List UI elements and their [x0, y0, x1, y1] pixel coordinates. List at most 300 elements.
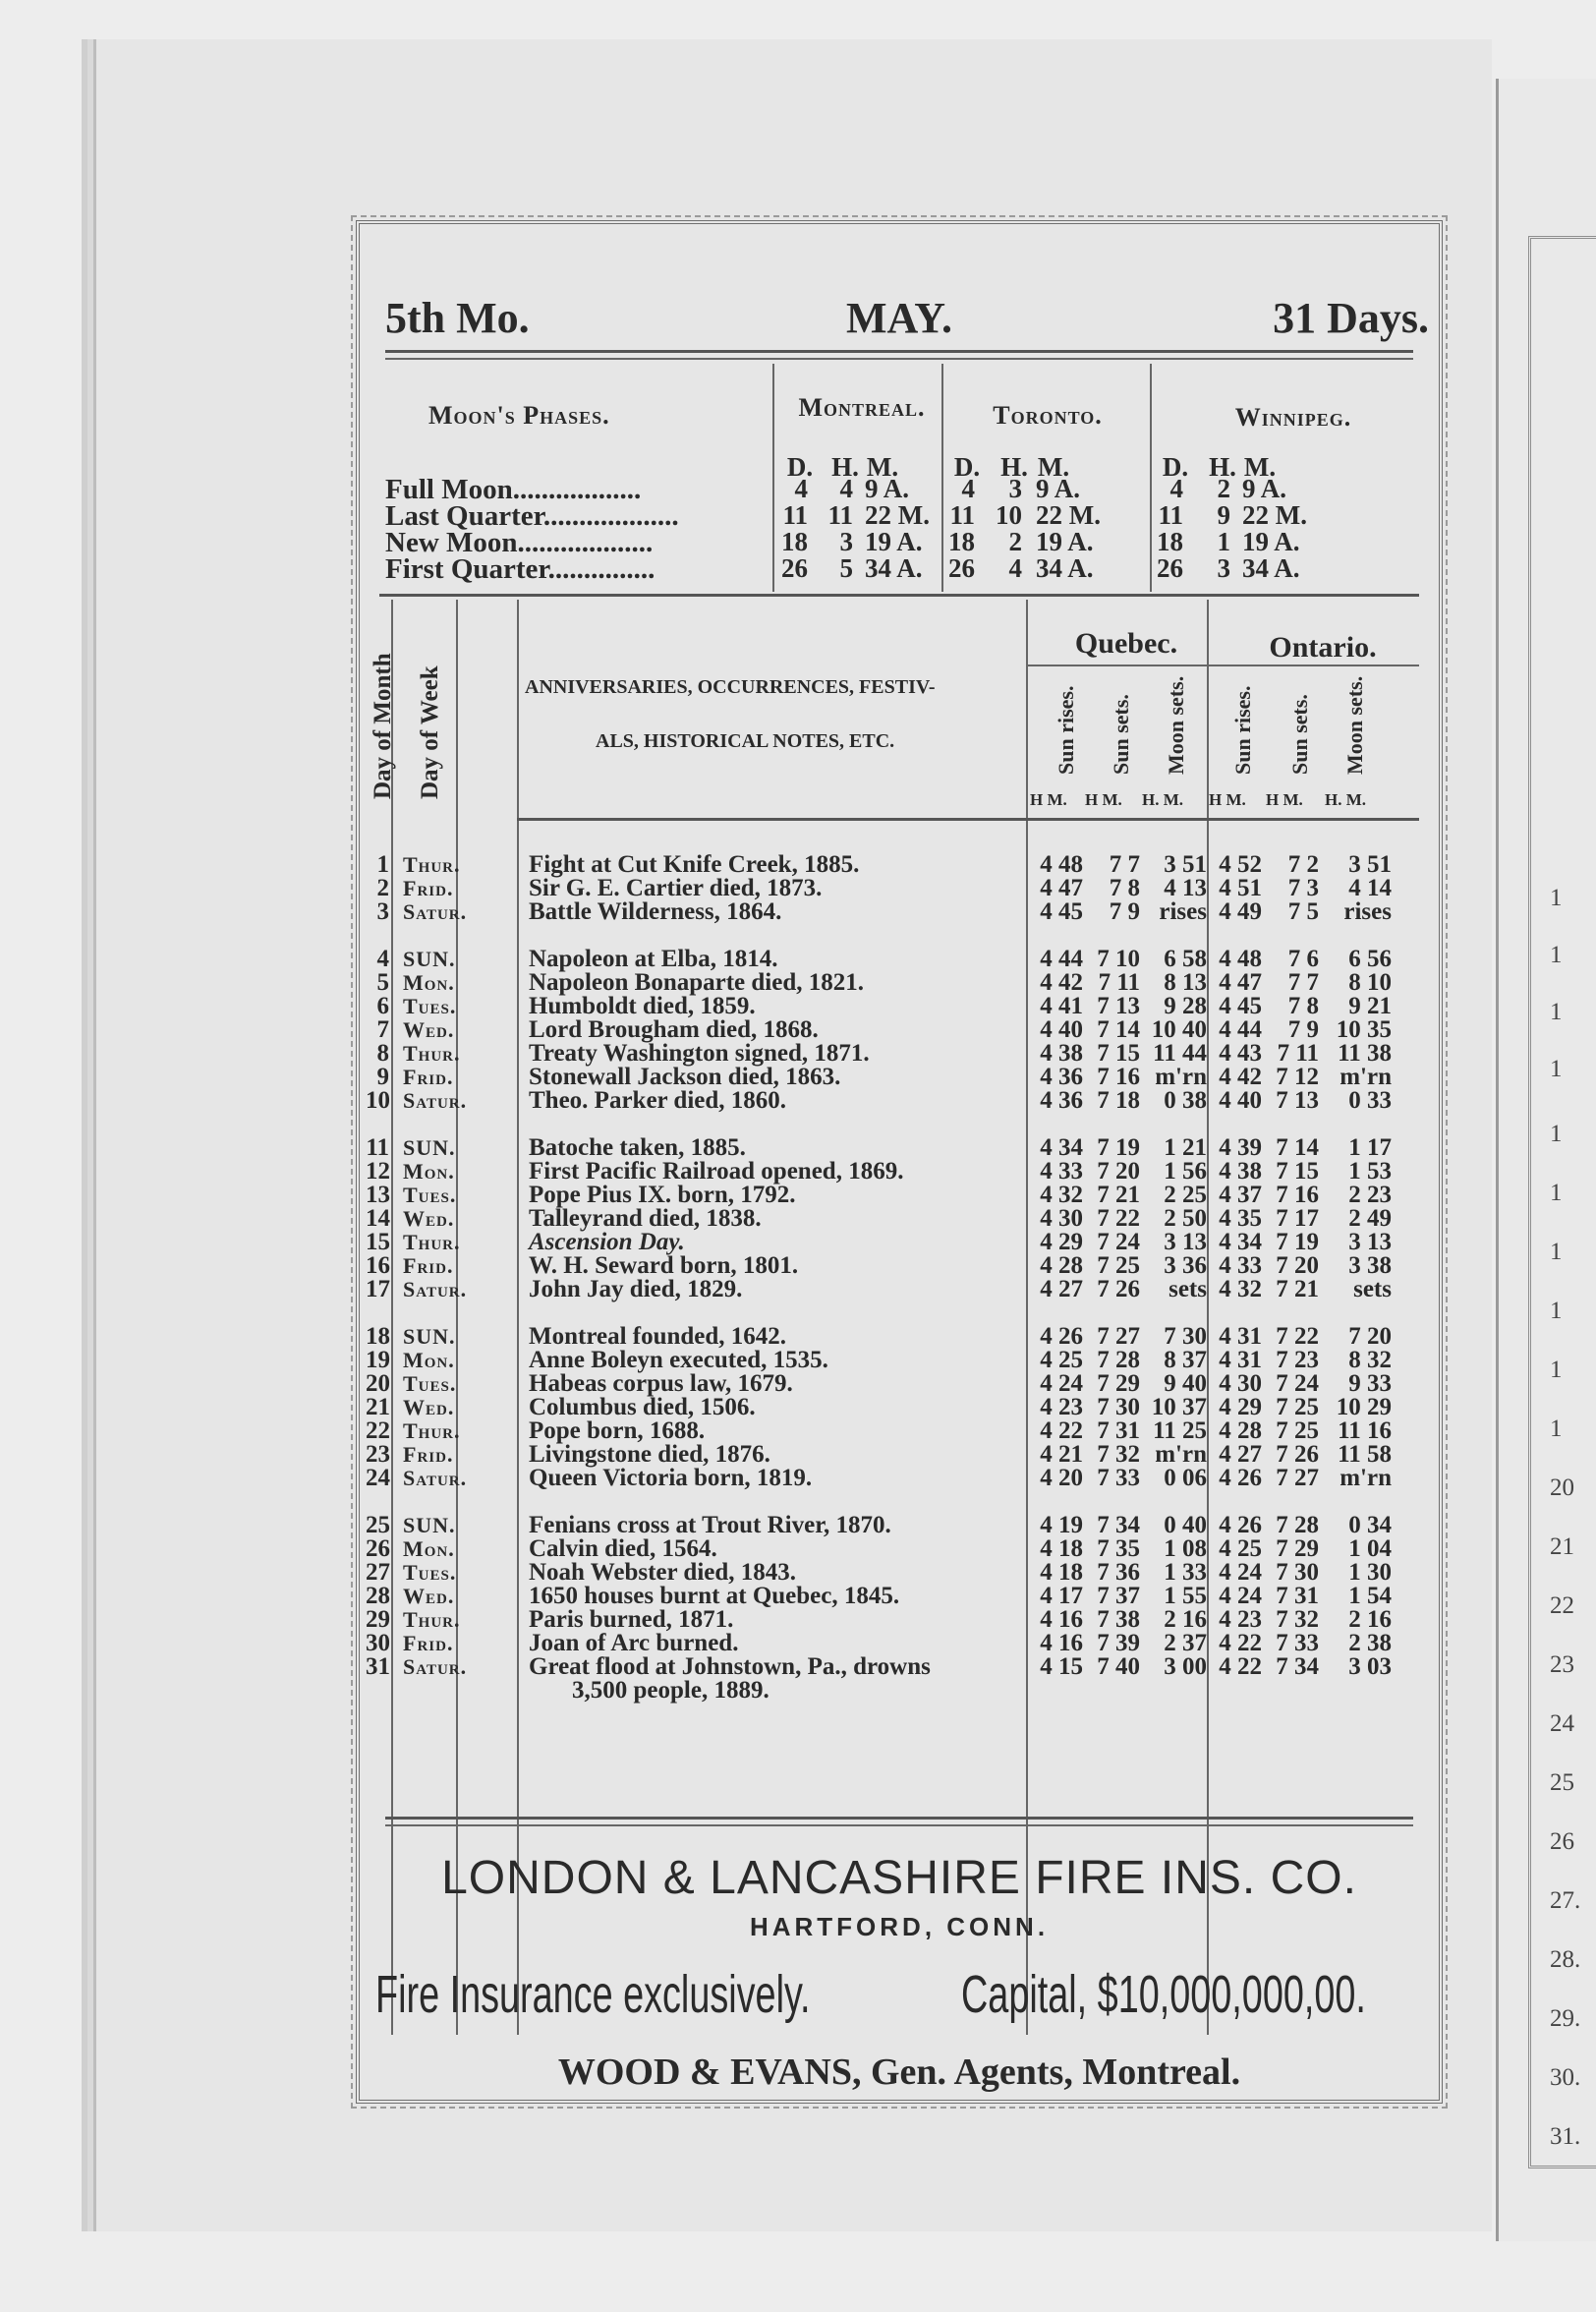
ontario-moon-sets: 3 38 [1348, 1252, 1392, 1279]
quebec-moon-sets: 10 40 [1151, 1016, 1207, 1043]
ontario-sun-rises: 4 44 [1219, 1016, 1262, 1043]
day-of-week: SUN. [403, 1513, 456, 1537]
rule [379, 594, 1419, 597]
table-row [360, 1136, 1439, 1160]
day-of-week: Wed. [403, 1584, 455, 1608]
day-of-week: Wed. [403, 1395, 455, 1419]
ontario-sun-rises: 4 25 [1219, 1535, 1262, 1562]
day-of-month: 5 [376, 969, 389, 996]
ontario-moon-sets: 11 58 [1338, 1441, 1392, 1468]
quebec-moon-sets: 4 13 [1164, 875, 1207, 901]
day-of-week: Satur. [403, 899, 468, 924]
event-text: Theo. Parker died, 1860. [529, 1087, 787, 1114]
adjacent-page-number: 1 [1550, 1180, 1563, 1206]
ontario-sun-rises: 4 22 [1219, 1653, 1262, 1680]
quebec-sun-sets: 7 22 [1097, 1205, 1140, 1232]
ad-agents: WOOD & EVANS, Gen. Agents, Montreal. [557, 2052, 1241, 2093]
day-of-month: 27 [366, 1559, 390, 1586]
day-of-month: 7 [376, 1016, 389, 1043]
quebec-sun-sets: 7 35 [1097, 1535, 1140, 1562]
day-of-week: Satur. [403, 1088, 468, 1113]
adjacent-page-number: 27. [1550, 1887, 1581, 1914]
ontario-moon-sets: m'rn [1340, 1465, 1392, 1491]
phase-value-montreal: 19 A. [865, 527, 923, 556]
day-of-month: 14 [366, 1205, 390, 1232]
quebec-moon-sets: 1 56 [1164, 1158, 1207, 1185]
day-of-week: Thur. [403, 1418, 461, 1443]
event-text: Fight at Cut Knife Creek, 1885. [529, 851, 860, 878]
day-of-month: 17 [366, 1276, 390, 1302]
day-of-month: 9 [376, 1064, 389, 1090]
quebec-moon-sets: 2 16 [1164, 1606, 1207, 1633]
day-of-month: 15 [366, 1229, 390, 1255]
phase-value-montreal: 34 A. [865, 553, 923, 583]
ontario-sun-sets: 7 34 [1276, 1653, 1319, 1680]
quebec-sun-sets: 7 25 [1097, 1252, 1140, 1279]
table-row [360, 1537, 1439, 1561]
adjacent-page [1496, 79, 1596, 2241]
ontario-sun-sets: 7 8 [1287, 993, 1319, 1019]
phase-value-winnipeg: 9 [1217, 500, 1230, 530]
quebec-moon-sets: 7 30 [1164, 1323, 1207, 1350]
quebec-moon-sets: 2 37 [1164, 1630, 1207, 1656]
quebec-sun-rises: 4 20 [1040, 1465, 1083, 1491]
phase-unit-label: M. [866, 452, 899, 482]
quebec-sun-rises: 4 15 [1040, 1653, 1083, 1680]
phase-value-toronto: 3 [1008, 474, 1022, 503]
ontario-moon-sets: 2 16 [1348, 1606, 1392, 1633]
quebec-sun-rises: 4 18 [1040, 1535, 1083, 1562]
event-text: Great flood at Johnstown, Pa., drowns [529, 1653, 931, 1680]
ontario-sun-rises: 4 48 [1219, 946, 1262, 972]
day-of-week: Satur. [403, 1466, 468, 1490]
quebec-moon-sets: 1 55 [1164, 1583, 1207, 1609]
table-row [360, 1467, 1439, 1490]
ontario-moon-sets: 10 35 [1336, 1016, 1392, 1043]
ontario-sun-sets: 7 33 [1276, 1630, 1319, 1656]
phase-value-montreal: 9 A. [865, 474, 910, 503]
phase-name: First Quarter............... [385, 553, 656, 585]
phase-value-winnipeg: 9 A. [1242, 474, 1287, 503]
ontario-sun-rises: 4 31 [1219, 1323, 1262, 1350]
ontario-sun-rises: 4 26 [1219, 1512, 1262, 1538]
ontario-sun-sets: 7 15 [1276, 1158, 1319, 1185]
quebec-sun-rises: 4 27 [1040, 1276, 1083, 1302]
ontario-moon-sets: 1 53 [1348, 1158, 1392, 1185]
table-row [360, 1653, 1439, 1704]
quebec-sun-rises: 4 16 [1040, 1630, 1083, 1656]
ontario-sun-sets: 7 20 [1276, 1252, 1319, 1279]
ontario-sun-sets: 7 19 [1276, 1229, 1319, 1255]
quebec-moon-sets: 11 25 [1153, 1417, 1207, 1444]
quebec-sun-sets: 7 31 [1097, 1417, 1140, 1444]
event-text: Paris burned, 1871. [529, 1606, 734, 1633]
city-montreal: Montreal. [798, 393, 926, 422]
ontario-sun-sets: 7 30 [1276, 1559, 1319, 1586]
table-row [360, 900, 1439, 924]
event-text: Sir G. E. Cartier died, 1873. [529, 875, 823, 901]
phase-value-montreal: 3 [839, 527, 853, 556]
quebec-sun-rises: 4 28 [1040, 1252, 1083, 1279]
ontario-sun-sets: 7 28 [1276, 1512, 1319, 1538]
table-row [360, 1089, 1439, 1113]
event-text: Pope born, 1688. [529, 1417, 706, 1444]
quebec-moon-sets: 3 36 [1164, 1252, 1207, 1279]
quebec-sun-rises: 4 23 [1040, 1394, 1083, 1420]
quebec-sun-rises: 4 16 [1040, 1606, 1083, 1633]
ontario-moon-sets: 4 14 [1348, 875, 1392, 901]
almanac-frame [356, 220, 1443, 2104]
phase-value-montreal: 4 [839, 474, 853, 503]
table-row [360, 1066, 1439, 1089]
quebec-sun-rises: 4 33 [1040, 1158, 1083, 1185]
ontario-sun-rises: 4 51 [1219, 875, 1262, 901]
quebec-sun-sets: 7 24 [1097, 1229, 1140, 1255]
ontario-sun-sets: 7 27 [1276, 1465, 1319, 1491]
quebec-sun-sets: 7 34 [1097, 1512, 1140, 1538]
day-of-month: 6 [376, 993, 389, 1019]
ontario-moon-sets: 8 10 [1348, 969, 1392, 996]
ontario-moon-sets: 8 32 [1348, 1347, 1392, 1373]
quebec-moon-sets: 6 58 [1164, 946, 1207, 972]
day-of-week: Mon. [403, 970, 455, 995]
ontario-sun-sets: 7 25 [1276, 1394, 1319, 1420]
ontario-sun-sets: 7 2 [1287, 851, 1319, 878]
event-text: John Jay died, 1829. [529, 1276, 743, 1302]
subheader-sun-sets: Sun sets. [1287, 694, 1312, 775]
quebec-sun-sets: 7 39 [1097, 1630, 1140, 1656]
quebec-sun-sets: 7 16 [1097, 1064, 1140, 1090]
day-of-week: Tues. [403, 994, 457, 1018]
quebec-moon-sets: 1 08 [1164, 1535, 1207, 1562]
phase-value-winnipeg: 11 [1158, 500, 1183, 530]
phase-unit-label: D. [1162, 452, 1189, 482]
city-toronto: Toronto. [993, 401, 1103, 430]
table-row [360, 1372, 1439, 1396]
header-events-line2: ALS, HISTORICAL NOTES, ETC. [596, 730, 895, 752]
day-of-month: 23 [366, 1441, 390, 1468]
quebec-sun-rises: 4 17 [1040, 1583, 1083, 1609]
phase-value-winnipeg: 3 [1217, 553, 1230, 583]
ontario-sun-rises: 4 32 [1219, 1276, 1262, 1302]
day-of-week: Mon. [403, 1159, 455, 1184]
phase-value-toronto: 19 A. [1036, 527, 1094, 556]
quebec-moon-sets: 3 13 [1164, 1229, 1207, 1255]
ontario-sun-sets: 7 24 [1276, 1370, 1319, 1397]
quebec-sun-rises: 4 24 [1040, 1370, 1083, 1397]
phase-value-toronto: 9 A. [1036, 474, 1081, 503]
month-number: 5th Mo. [385, 294, 530, 342]
phase-value-toronto: 34 A. [1036, 553, 1094, 583]
subheader-sun-sets: Sun sets. [1109, 694, 1133, 775]
ontario-moon-sets: 3 03 [1348, 1653, 1392, 1680]
quebec-sun-rises: 4 41 [1040, 993, 1083, 1019]
day-of-week: Thur. [403, 852, 461, 877]
table-row [360, 1608, 1439, 1632]
ontario-sun-sets: 7 5 [1287, 898, 1319, 925]
quebec-moon-sets: sets [1168, 1276, 1207, 1302]
day-of-month: 18 [366, 1323, 390, 1350]
ontario-sun-rises: 4 42 [1219, 1064, 1262, 1090]
subheader-hm: H M. [1209, 790, 1246, 809]
ontario-sun-sets: 7 9 [1287, 1016, 1319, 1043]
event-text: Napoleon Bonaparte died, 1821. [529, 969, 865, 996]
ontario-moon-sets: 3 51 [1348, 851, 1392, 878]
event-text: Humboldt died, 1859. [529, 993, 756, 1019]
phase-value-montreal: 26 [781, 553, 808, 583]
quebec-sun-rises: 4 40 [1040, 1016, 1083, 1043]
table-row [360, 1632, 1439, 1655]
rule [385, 1817, 1413, 1820]
quebec-sun-rises: 4 22 [1040, 1417, 1083, 1444]
ontario-sun-sets: 7 6 [1287, 946, 1319, 972]
phase-value-toronto: 18 [948, 527, 975, 556]
quebec-sun-sets: 7 28 [1097, 1347, 1140, 1373]
ad-location: HARTFORD, CONN. [749, 1912, 1050, 1941]
phase-value-toronto: 4 [961, 474, 975, 503]
event-text: Columbus died, 1506. [529, 1394, 756, 1420]
ontario-sun-sets: 7 17 [1276, 1205, 1319, 1232]
day-of-week: Thur. [403, 1041, 461, 1066]
quebec-moon-sets: 8 13 [1164, 969, 1207, 996]
table-row [360, 1207, 1439, 1231]
ontario-sun-rises: 4 28 [1219, 1417, 1262, 1444]
phase-value-montreal: 5 [839, 553, 853, 583]
day-of-month: 31 [366, 1653, 390, 1680]
day-of-week: Frid. [403, 876, 454, 900]
adjacent-page-number: 22 [1550, 1592, 1574, 1619]
day-of-month: 8 [376, 1040, 389, 1067]
phase-name: New Moon................... [385, 527, 654, 558]
subheader-hm: H M. [1085, 790, 1122, 809]
table-row [360, 995, 1439, 1018]
day-of-week: SUN. [403, 947, 456, 971]
ad-slogan: Fire Insurance exclusively. [375, 1965, 811, 2024]
day-of-week: SUN. [403, 1324, 456, 1349]
table-row [360, 1254, 1439, 1278]
day-of-week: Wed. [403, 1017, 455, 1042]
phase-value-toronto: 2 [1008, 527, 1022, 556]
ontario-sun-rises: 4 33 [1219, 1252, 1262, 1279]
table-row [360, 1514, 1439, 1537]
adjacent-page-number: 1 [1550, 999, 1563, 1025]
subheader-hm: H. M. [1142, 790, 1184, 809]
day-of-month: 16 [366, 1252, 390, 1279]
phase-unit-label: D. [953, 452, 981, 482]
table-row [360, 853, 1439, 877]
day-of-week: Tues. [403, 1371, 457, 1396]
ontario-sun-sets: 7 11 [1277, 1040, 1319, 1067]
ontario-sun-rises: 4 39 [1219, 1134, 1262, 1161]
day-of-week: Mon. [403, 1348, 455, 1372]
event-text: Batoche taken, 1885. [529, 1134, 746, 1161]
ontario-sun-sets: 7 26 [1276, 1441, 1319, 1468]
quebec-sun-sets: 7 19 [1097, 1134, 1140, 1161]
day-of-week: Frid. [403, 1065, 454, 1089]
quebec-sun-rises: 4 32 [1040, 1182, 1083, 1208]
phase-value-winnipeg: 19 A. [1242, 527, 1300, 556]
event-text: Habeas corpus law, 1679. [529, 1370, 793, 1397]
event-text: Stonewall Jackson died, 1863. [529, 1064, 841, 1090]
ontario-sun-rises: 4 26 [1219, 1465, 1262, 1491]
table-row [360, 1443, 1439, 1467]
quebec-sun-rises: 4 38 [1040, 1040, 1083, 1067]
ontario-sun-sets: 7 31 [1276, 1583, 1319, 1609]
subheader-hm: H M. [1030, 790, 1067, 809]
subheader-moon-sets: Moon sets. [1164, 675, 1188, 775]
phase-value-toronto: 10 [996, 500, 1022, 530]
event-text: Lord Brougham died, 1868. [529, 1016, 819, 1043]
table-row [360, 1585, 1439, 1608]
table-row [360, 1278, 1439, 1301]
quebec-sun-sets: 7 7 [1109, 851, 1140, 878]
quebec-sun-rises: 4 19 [1040, 1512, 1083, 1538]
quebec-sun-sets: 7 33 [1097, 1465, 1140, 1491]
quebec-moon-sets: 9 40 [1164, 1370, 1207, 1397]
quebec-sun-sets: 7 20 [1097, 1158, 1140, 1185]
day-of-week: Tues. [403, 1560, 457, 1585]
quebec-sun-rises: 4 47 [1040, 875, 1083, 901]
day-of-month: 10 [366, 1087, 390, 1114]
ontario-sun-sets: 7 21 [1276, 1276, 1319, 1302]
ontario-sun-rises: 4 31 [1219, 1347, 1262, 1373]
adjacent-page-number: 1 [1550, 1239, 1563, 1265]
ontario-moon-sets: 2 49 [1348, 1205, 1392, 1232]
quebec-sun-rises: 4 48 [1040, 851, 1083, 878]
quebec-sun-rises: 4 36 [1040, 1087, 1083, 1114]
day-of-week: Satur. [403, 1654, 468, 1679]
table-row [360, 877, 1439, 900]
quebec-sun-sets: 7 10 [1097, 946, 1140, 972]
adjacent-page-number: 30. [1550, 2064, 1581, 2091]
quebec-sun-sets: 7 40 [1097, 1653, 1140, 1680]
quebec-sun-sets: 7 32 [1097, 1441, 1140, 1468]
divider [1026, 600, 1028, 2035]
event-text: Calvin died, 1564. [529, 1535, 717, 1562]
adjacent-page-frame [1528, 236, 1596, 2168]
phase-value-winnipeg: 4 [1169, 474, 1183, 503]
day-of-month: 24 [366, 1465, 390, 1491]
quebec-sun-sets: 7 21 [1097, 1182, 1140, 1208]
event-text: W. H. Seward born, 1801. [529, 1252, 799, 1279]
adjacent-page-number: 1 [1550, 1298, 1563, 1324]
day-of-month: 12 [366, 1158, 390, 1185]
phase-value-montreal: 11 [827, 500, 853, 530]
quebec-sun-sets: 7 9 [1109, 898, 1140, 925]
phase-value-toronto: 22 M. [1036, 500, 1101, 530]
ontario-moon-sets: sets [1353, 1276, 1392, 1302]
phase-value-montreal: 11 [782, 500, 808, 530]
ontario-sun-rises: 4 23 [1219, 1606, 1262, 1633]
city-winnipeg: Winnipeg. [1234, 403, 1352, 432]
event-text: Ascension Day. [529, 1229, 685, 1255]
ontario-sun-sets: 7 25 [1276, 1417, 1319, 1444]
phase-value-winnipeg: 2 [1217, 474, 1230, 503]
day-of-month: 3 [376, 898, 389, 925]
ontario-sun-sets: 7 12 [1276, 1064, 1319, 1090]
ontario-sun-sets: 7 22 [1276, 1323, 1319, 1350]
day-of-month: 21 [366, 1394, 390, 1420]
phase-unit-label: H. [1000, 452, 1028, 482]
subheader-hm: H M. [1266, 790, 1303, 809]
quebec-sun-sets: 7 13 [1097, 993, 1140, 1019]
table-row [360, 1419, 1439, 1443]
divider [391, 600, 393, 2035]
ontario-sun-rises: 4 29 [1219, 1394, 1262, 1420]
ontario-moon-sets: 0 33 [1348, 1087, 1392, 1114]
ontario-moon-sets: 11 16 [1338, 1417, 1392, 1444]
subheader-hm: H. M. [1325, 790, 1367, 809]
quebec-sun-rises: 4 30 [1040, 1205, 1083, 1232]
adjacent-page-number: 21 [1550, 1533, 1574, 1560]
event-text: Queen Victoria born, 1819. [529, 1465, 813, 1491]
ontario-sun-sets: 7 3 [1287, 875, 1319, 901]
day-of-week: Thur. [403, 1607, 461, 1632]
phase-unit-label: D. [786, 452, 814, 482]
ontario-moon-sets: 9 21 [1348, 993, 1392, 1019]
rule [517, 818, 1419, 821]
day-of-week: Frid. [403, 1253, 454, 1278]
subheader-sun-rises: Sun rises. [1054, 685, 1078, 775]
quebec-moon-sets: 11 44 [1153, 1040, 1207, 1067]
phase-value-montreal: 4 [794, 474, 808, 503]
subheader-sun-rises: Sun rises. [1230, 685, 1255, 775]
adjacent-page-number: 1 [1550, 1121, 1563, 1147]
quebec-moon-sets: 3 00 [1164, 1653, 1207, 1680]
quebec-sun-rises: 4 34 [1040, 1134, 1083, 1161]
quebec-moon-sets: 0 40 [1164, 1512, 1207, 1538]
day-of-month: 4 [376, 946, 389, 972]
table-row [360, 1325, 1439, 1349]
table-row [360, 1561, 1439, 1585]
quebec-sun-sets: 7 11 [1098, 969, 1140, 996]
day-of-week: Thur. [403, 1230, 461, 1254]
day-of-week: Wed. [403, 1206, 455, 1231]
ontario-sun-sets: 7 16 [1276, 1182, 1319, 1208]
day-of-week: SUN. [403, 1135, 456, 1160]
event-text: Joan of Arc burned. [529, 1630, 739, 1656]
table-row [360, 1349, 1439, 1372]
day-of-month: 13 [366, 1182, 390, 1208]
quebec-moon-sets: 0 38 [1164, 1087, 1207, 1114]
quebec-sun-rises: 4 18 [1040, 1559, 1083, 1586]
phase-value-montreal: 22 M. [865, 500, 930, 530]
adjacent-page-number: 28. [1550, 1946, 1581, 1973]
days-count: 31 Days. [1273, 294, 1429, 342]
day-of-month: 19 [366, 1347, 390, 1373]
phase-unit-label: M. [1037, 452, 1070, 482]
adjacent-page-number: 25 [1550, 1769, 1574, 1796]
table-row [360, 948, 1439, 971]
quebec-sun-sets: 7 27 [1097, 1323, 1140, 1350]
header-quebec: Quebec. [1074, 627, 1178, 660]
quebec-sun-rises: 4 29 [1040, 1229, 1083, 1255]
ontario-moon-sets: 6 56 [1348, 946, 1392, 972]
adjacent-page-number: 1 [1550, 1056, 1563, 1082]
ontario-sun-sets: 7 7 [1287, 969, 1319, 996]
phase-value-toronto: 26 [948, 553, 975, 583]
event-text: Pope Pius IX. born, 1792. [529, 1182, 796, 1208]
ontario-sun-rises: 4 37 [1219, 1182, 1262, 1208]
event-text: Talleyrand died, 1838. [529, 1205, 762, 1232]
quebec-moon-sets: 8 37 [1164, 1347, 1207, 1373]
phase-unit-label: H. [1209, 452, 1236, 482]
day-of-week: Frid. [403, 1442, 454, 1467]
day-of-week: Tues. [403, 1183, 457, 1207]
quebec-sun-rises: 4 45 [1040, 898, 1083, 925]
quebec-sun-rises: 4 36 [1040, 1064, 1083, 1090]
ad-company: LONDON & LANCASHIRE FIRE INS. CO. [441, 1852, 1357, 1904]
